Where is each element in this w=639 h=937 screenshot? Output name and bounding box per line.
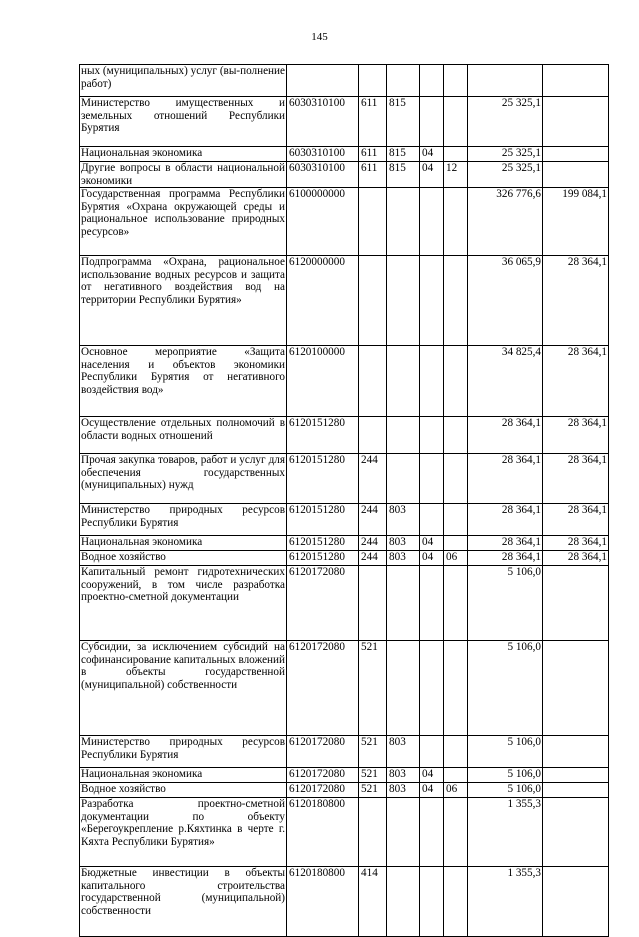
amount-cell-2	[543, 783, 609, 798]
amount-cell-2: 199 084,1	[543, 188, 609, 256]
expense-type-cell: 521	[359, 783, 387, 798]
section-cell	[420, 798, 444, 867]
row-name-cell: Министерство имущественных и земельных отношений Республики Бурятия	[80, 97, 287, 147]
target-article-cell: 6030310100	[287, 147, 359, 162]
budget-table	[79, 64, 609, 937]
table-row	[80, 641, 609, 736]
section-cell	[420, 188, 444, 256]
row-name-cell: Национальная экономика	[80, 536, 287, 551]
amount-cell-1: 25 325,1	[468, 97, 543, 147]
subsection-cell	[444, 641, 468, 736]
amount-cell-1: 5 106,0	[468, 736, 543, 768]
target-article-cell: 6120172080	[287, 783, 359, 798]
ministry-code-cell	[387, 256, 420, 346]
expense-type-cell: 611	[359, 162, 387, 188]
amount-cell-1: 1 355,3	[468, 798, 543, 867]
ministry-code-cell: 803	[387, 551, 420, 566]
ministry-code-cell	[387, 417, 420, 454]
ministry-code-cell	[387, 798, 420, 867]
target-article-cell: 6120180800	[287, 867, 359, 937]
table-row	[80, 454, 609, 504]
row-name-cell: Субсидии, за исключением субсидий на софинансирование капитальных вложений в объекты государственной (муниципальной) собственности	[80, 641, 287, 736]
subsection-cell	[444, 256, 468, 346]
amount-cell-2	[543, 798, 609, 867]
section-cell	[420, 566, 444, 641]
ministry-code-cell	[387, 346, 420, 417]
amount-cell-1: 5 106,0	[468, 566, 543, 641]
amount-cell-2: 28 364,1	[543, 417, 609, 454]
table-row	[80, 551, 609, 566]
section-cell	[420, 736, 444, 768]
expense-type-cell: 521	[359, 736, 387, 768]
amount-cell-1: 28 364,1	[468, 417, 543, 454]
expense-type-cell: 244	[359, 536, 387, 551]
table-row	[80, 783, 609, 798]
row-name-cell: Министерство природных ресурсов Республики Бурятия	[80, 736, 287, 768]
table-row	[80, 417, 609, 454]
row-name-cell: Водное хозяйство	[80, 783, 287, 798]
subsection-cell	[444, 867, 468, 937]
row-name-cell: Разработка проектно-сметной документации по объекту «Берегоукрепление р.Кяхтинка в черте г. Кяхта Республики Бурятия»	[80, 798, 287, 867]
target-article-cell: 6120151280	[287, 551, 359, 566]
target-article-cell	[287, 65, 359, 97]
ministry-code-cell: 803	[387, 768, 420, 783]
amount-cell-1: 5 106,0	[468, 783, 543, 798]
row-name-cell: Прочая закупка товаров, работ и услуг для обеспечения государственных (муниципальных) нужд	[80, 454, 287, 504]
subsection-cell	[444, 798, 468, 867]
subsection-cell	[444, 768, 468, 783]
subsection-cell	[444, 566, 468, 641]
subsection-cell	[444, 736, 468, 768]
ministry-code-cell: 815	[387, 97, 420, 147]
row-name-cell: Водное хозяйство	[80, 551, 287, 566]
target-article-cell: 6120100000	[287, 346, 359, 417]
amount-cell-2	[543, 162, 609, 188]
amount-cell-2	[543, 641, 609, 736]
table-row	[80, 504, 609, 536]
table-row	[80, 768, 609, 783]
amount-cell-2	[543, 147, 609, 162]
amount-cell-1: 34 825,4	[468, 346, 543, 417]
section-cell: 04	[420, 783, 444, 798]
row-name-cell: Национальная экономика	[80, 147, 287, 162]
ministry-code-cell	[387, 566, 420, 641]
expense-type-cell: 611	[359, 97, 387, 147]
ministry-code-cell: 803	[387, 504, 420, 536]
amount-cell-2: 28 364,1	[543, 454, 609, 504]
subsection-cell: 06	[444, 551, 468, 566]
target-article-cell: 6120000000	[287, 256, 359, 346]
section-cell	[420, 504, 444, 536]
row-name-cell: Другие вопросы в области национальной экономики	[81, 162, 285, 187]
ministry-code-cell: 815	[387, 147, 420, 162]
table-row	[80, 188, 609, 256]
ministry-code-cell	[387, 641, 420, 736]
section-cell	[420, 346, 444, 417]
target-article-cell: 6120151280	[287, 454, 359, 504]
section-cell	[420, 867, 444, 937]
section-cell: 04	[420, 536, 444, 551]
subsection-cell: 06	[444, 783, 468, 798]
table-row	[80, 97, 609, 147]
target-article-cell: 6120151280	[287, 536, 359, 551]
table-row	[80, 65, 609, 97]
table-body	[80, 65, 609, 937]
section-cell	[420, 417, 444, 454]
expense-type-cell: 244	[359, 504, 387, 536]
ministry-code-cell	[387, 454, 420, 504]
row-name-cell: ных (муниципальных) услуг (вы-полнение работ)	[80, 65, 287, 97]
subsection-cell	[444, 504, 468, 536]
expense-type-cell	[359, 256, 387, 346]
target-article-cell: 6030310100	[287, 162, 359, 188]
amount-cell-2: 28 364,1	[543, 346, 609, 417]
table-row	[80, 566, 609, 641]
row-name-cell: Осуществление отдельных полномочий в области водных отношений	[80, 417, 287, 454]
expense-type-cell: 414	[359, 867, 387, 937]
section-cell	[420, 641, 444, 736]
expense-type-cell	[359, 188, 387, 256]
subsection-cell	[444, 97, 468, 147]
expense-type-cell: 521	[359, 768, 387, 783]
row-name-cell: Бюджетные инвестиции в объекты капитального строительства государственной (муниципальной) собственности	[80, 867, 287, 937]
ministry-code-cell: 803	[387, 536, 420, 551]
amount-cell-1: 28 364,1	[468, 551, 543, 566]
amount-cell-1: 36 065,9	[468, 256, 543, 346]
amount-cell-1	[468, 65, 543, 97]
subsection-cell	[444, 454, 468, 504]
section-cell	[420, 65, 444, 97]
amount-cell-2	[543, 65, 609, 97]
subsection-cell	[444, 346, 468, 417]
target-article-cell: 6120151280	[287, 504, 359, 536]
expense-type-cell: 244	[359, 454, 387, 504]
row-name-cell: Министерство природных ресурсов Республики Бурятия	[80, 504, 287, 536]
amount-cell-1: 1 355,3	[468, 867, 543, 937]
target-article-cell: 6120172080	[287, 768, 359, 783]
page-number: 145	[311, 31, 328, 43]
amount-cell-2: 28 364,1	[543, 504, 609, 536]
section-cell: 04	[420, 768, 444, 783]
amount-cell-2	[543, 736, 609, 768]
target-article-cell: 6120172080	[287, 566, 359, 641]
section-cell: 04	[420, 551, 444, 566]
amount-cell-1: 28 364,1	[468, 536, 543, 551]
row-name-cell: Подпрограмма «Охрана, рациональное использование водных ресурсов и защита от негативного воздействия вод на территории Республики Бурятия»	[80, 256, 287, 346]
expense-type-cell	[359, 798, 387, 867]
table-row	[80, 256, 609, 346]
table-row	[80, 536, 609, 551]
row-name-cell: Основное мероприятие «Защита населения и объектов экономики Республики Бурятия от негативного воздействия вод»	[80, 346, 287, 417]
amount-cell-2	[543, 867, 609, 937]
ministry-code-cell	[387, 188, 420, 256]
amount-cell-2	[543, 768, 609, 783]
section-cell	[420, 454, 444, 504]
amount-cell-2: 28 364,1	[543, 256, 609, 346]
section-cell	[420, 256, 444, 346]
subsection-cell	[444, 536, 468, 551]
table-row	[80, 798, 609, 867]
expense-type-cell: 521	[359, 641, 387, 736]
amount-cell-2	[543, 566, 609, 641]
expense-type-cell	[359, 65, 387, 97]
target-article-cell: 6120180800	[287, 798, 359, 867]
target-article-cell: 6120172080	[287, 641, 359, 736]
section-cell: 04	[420, 147, 444, 162]
amount-cell-1: 5 106,0	[468, 641, 543, 736]
subsection-cell: 12	[444, 162, 468, 188]
amount-cell-2	[543, 97, 609, 147]
expense-type-cell	[359, 417, 387, 454]
table-row	[80, 147, 609, 162]
subsection-cell	[444, 188, 468, 256]
row-name-cell: Национальная экономика	[80, 768, 287, 783]
expense-type-cell	[359, 346, 387, 417]
target-article-cell: 6120172080	[287, 736, 359, 768]
amount-cell-1: 25 325,1	[468, 162, 543, 188]
ministry-code-cell	[387, 867, 420, 937]
target-article-cell: 6120151280	[287, 417, 359, 454]
ministry-code-cell: 803	[387, 736, 420, 768]
amount-cell-1: 5 106,0	[468, 768, 543, 783]
subsection-cell	[444, 65, 468, 97]
table-row	[80, 162, 609, 188]
table-row	[80, 346, 609, 417]
ministry-code-cell: 803	[387, 783, 420, 798]
table-row	[80, 867, 609, 937]
amount-cell-2: 28 364,1	[543, 536, 609, 551]
target-article-cell: 6100000000	[287, 188, 359, 256]
amount-cell-1: 326 776,6	[468, 188, 543, 256]
row-name-cell: Капитальный ремонт гидротехнических сооружений, в том числе разработка проектно-сметной документации	[80, 566, 287, 641]
amount-cell-2: 28 364,1	[543, 551, 609, 566]
row-name-cell: Государственная программа Республики Бурятия «Охрана окружающей среды и рациональное использование природных ресурсов»	[80, 188, 287, 256]
expense-type-cell: 611	[359, 147, 387, 162]
table-row	[80, 736, 609, 768]
amount-cell-1: 28 364,1	[468, 454, 543, 504]
subsection-cell	[444, 417, 468, 454]
expense-type-cell	[359, 566, 387, 641]
subsection-cell	[444, 147, 468, 162]
amount-cell-1: 28 364,1	[468, 504, 543, 536]
expense-type-cell: 244	[359, 551, 387, 566]
section-cell	[420, 97, 444, 147]
amount-cell-1: 25 325,1	[468, 147, 543, 162]
ministry-code-cell	[387, 65, 420, 97]
ministry-code-cell: 815	[387, 162, 420, 188]
target-article-cell: 6030310100	[287, 97, 359, 147]
section-cell: 04	[420, 162, 444, 188]
